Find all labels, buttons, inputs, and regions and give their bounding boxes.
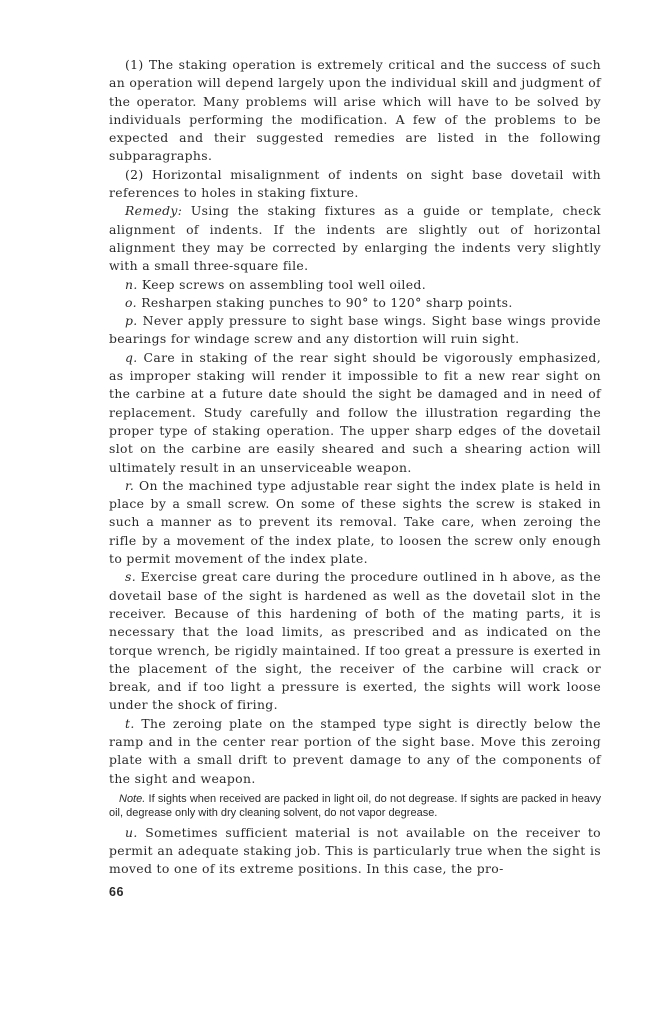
paragraph-text: Care in staking of the rear sight should be vigorously emphasized, as improper staking will render it impossible to fit a new rear sight on the carbine at a future date should the sight be damaged and in need of replacement. Study carefully and follow the illustration regarding the proper type of staking operation. The upper sharp edges of the dovetail slot on the carbine are easily sheared and such a shearing action will ultimately result in an unserviceable weapon.	[109, 349, 601, 475]
paragraph-label: o.	[125, 294, 137, 310]
paragraph-label: p.	[125, 313, 138, 329]
paragraph-label: t.	[125, 715, 135, 731]
paragraph-text: Keep screws on assembling tool well oiled.	[141, 276, 427, 292]
page-number: 66	[109, 884, 124, 899]
paragraph-r	[109, 477, 601, 568]
paragraph-text: The zeroing plate on the stamped type sight is directly below the ramp and in the center rear portion of the sight base. Move this zeroing plate with a small drift to prevent damage to any of the components of the sight and weapon.	[109, 715, 601, 786]
paragraph-text: On the machined type adjustable rear sight the index plate is held in place by a small screw. On some of these sights the screw is staked in such a manner as to prevent its removal. Take care, when zeroing the rifle by a movement of the index plate, to loosen the screw only enough to permit movement of the index plate.	[109, 477, 601, 567]
paragraph-label: q.	[125, 349, 138, 365]
paragraph-label: u.	[125, 824, 138, 840]
paragraph-text: Resharpen staking punches to 90° to 120° sharp points.	[141, 294, 513, 310]
paragraph-text: Horizontal misalignment of indents on sight base dovetail with references to holes in staking fixture.	[109, 166, 601, 201]
paragraph-q	[109, 349, 601, 477]
paragraph-label: s.	[125, 569, 136, 585]
paragraph-label: (2)	[125, 166, 144, 182]
paragraph-label: r.	[125, 477, 135, 493]
paragraph-u	[109, 824, 601, 879]
document-page	[109, 56, 601, 901]
paragraph-p	[109, 312, 601, 349]
paragraph-label: n.	[125, 276, 138, 292]
paragraph-remedy	[109, 202, 601, 275]
paragraph-o	[109, 294, 601, 312]
paragraph-text: The staking operation is extremely critical and the success of such an operation will depend largely upon the individual skill and judgment of the operator. Many problems will arise which will have to be solved by individuals performing the modification. A few of the problems to be expected and their suggested remedies are listed in the following subparagraphs.	[109, 57, 601, 164]
paragraph-text: Exercise great care during the procedure outlined in h above, as the dovetail base of the sight is hardened as well as the dovetail slot in the receiver. Because of this hardening of both of the mating parts, it is necessary that the load limits, as prescribed and as indicated on the torque wrench, be rigidly maintained. If too great a pressure is exerted in the placement of the sight, the receiver of the carbine will crack or break, and if too light a pressure is exerted, the sights will work loose under the shock of firing.	[109, 569, 602, 713]
paragraph-text: Using the staking fixtures as a guide or template, check alignment of indents. If the indents are slightly out of horizontal alignment they may be corrected by enlarging the indents very slightly with a small three-square file.	[109, 203, 601, 274]
paragraph-t	[109, 715, 601, 788]
note-label: Note.	[119, 792, 146, 805]
paragraph-text: Never apply pressure to sight base wings. Sight base wings provide bearings for windage screw and any distortion will ruin sight.	[109, 313, 601, 347]
paragraph-text: Sometimes sufficient material is not available on the receiver to permit an adequate staking job. This is particularly true when the sight is moved to one of its extreme positions. In this case, the pro-	[109, 824, 601, 877]
note	[109, 792, 601, 821]
paragraph-n	[109, 276, 601, 294]
paragraph-2	[109, 166, 601, 203]
paragraph-label: (1)	[125, 57, 144, 72]
paragraph-label: Remedy:	[125, 203, 183, 219]
note-text: If sights when received are packed in light oil, do not degrease. If sights are packed in heavy oil, degrease only with dry cleaning solvent, do not vapor degrease.	[109, 792, 601, 820]
paragraph-1	[109, 56, 601, 166]
paragraph-s	[109, 568, 601, 714]
